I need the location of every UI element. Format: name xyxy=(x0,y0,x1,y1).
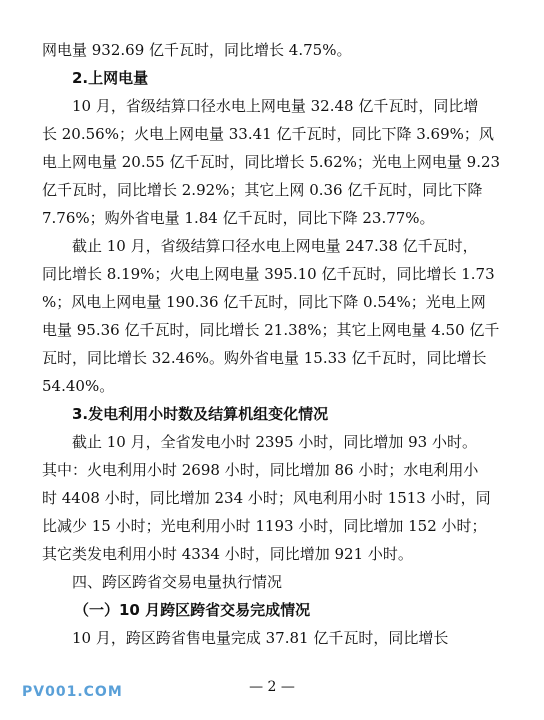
paragraph-line: 电上网电量 20.55 亿千瓦时，同比增长 5.62%；光电上网电量 9.23 xyxy=(42,153,501,171)
paragraph-line: 10 月，省级结算口径水电上网电量 32.48 亿千瓦时，同比增 xyxy=(72,97,479,115)
paragraph-line: 其中：火电利用小时 2698 小时，同比增加 86 小时；水电利用小 xyxy=(42,461,479,479)
page-number: — 2 — xyxy=(249,679,295,695)
paragraph-line: 其它类发电利用小时 4334 小时，同比增加 921 小时。 xyxy=(42,545,413,563)
paragraph-line: 10 月，跨区跨省售电量完成 37.81 亿千瓦时，同比增长 xyxy=(72,629,449,647)
heading-utilization-hours: 3.发电利用小时数及结算机组变化情况 xyxy=(72,405,329,423)
document-body xyxy=(42,36,504,652)
paragraph-line: %；风电上网电量 190.36 亿千瓦时，同比下降 0.54%；光电上网 xyxy=(42,293,486,311)
paragraph-line: 亿千瓦时，同比增长 2.92%；其它上网 0.36 亿千瓦时，同比下降 xyxy=(42,181,483,199)
watermark-logo: PV001.COM xyxy=(22,684,123,700)
paragraph-line: 电量 95.36 亿千瓦时，同比增长 21.38%；其它上网电量 4.50 亿千 xyxy=(42,321,500,339)
paragraph-line: 时 4408 小时，同比增加 234 小时；风电利用小时 1513 小时，同 xyxy=(42,489,491,507)
paragraph-line: 长 20.56%；火电上网电量 33.41 亿千瓦时，同比下降 3.69%；风 xyxy=(42,125,494,143)
section-heading: 四、跨区跨省交易电量执行情况 xyxy=(72,573,283,591)
paragraph-line: 54.40%。 xyxy=(42,377,115,395)
paragraph-line: 截止 10 月，省级结算口径水电上网电量 247.38 亿千瓦时， xyxy=(72,237,478,255)
subsection-heading: （一）10 月跨区跨省交易完成情况 xyxy=(74,601,311,619)
paragraph-line: 7.76%；购外省电量 1.84 亿千瓦时，同比下降 23.77%。 xyxy=(42,209,435,227)
paragraph-line: 网电量 932.69 亿千瓦时，同比增长 4.75%。 xyxy=(42,41,352,59)
paragraph-line: 同比增长 8.19%；火电上网电量 395.10 亿千瓦时，同比增长 1.73 xyxy=(42,265,495,283)
paragraph-line: 比减少 15 小时；光电利用小时 1193 小时，同比增加 152 小时； xyxy=(42,517,487,535)
heading-grid-power: 2.上网电量 xyxy=(72,69,149,87)
paragraph-line: 截止 10 月，全省发电小时 2395 小时，同比增加 93 小时。 xyxy=(72,433,477,451)
paragraph-line: 瓦时，同比增长 32.46%。购外省电量 15.33 亿千瓦时，同比增长 xyxy=(42,349,487,367)
